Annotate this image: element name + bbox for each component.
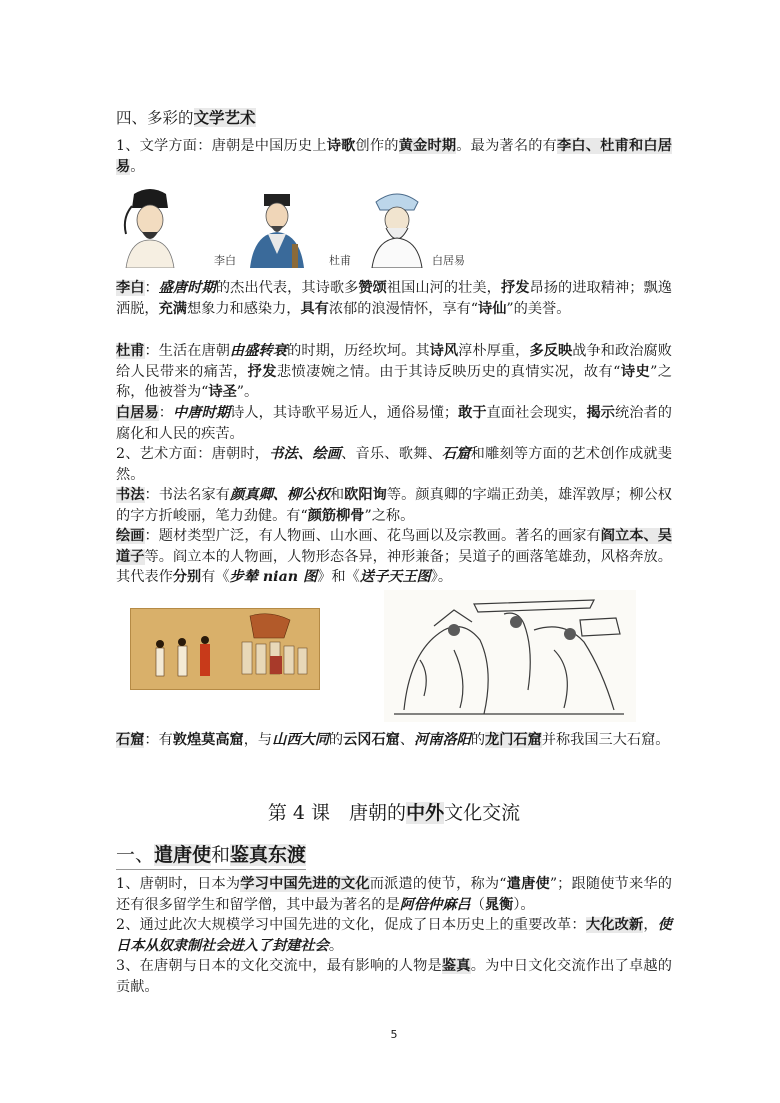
text: 诗圣 xyxy=(208,384,237,400)
text: 和 xyxy=(211,844,231,866)
libai-portrait-image xyxy=(120,188,180,268)
text: 云冈石窟 xyxy=(343,732,400,748)
text: ：题材类型广泛，有人物画、山水画、花鸟画以及宗教画。著名的画家有 xyxy=(144,528,601,544)
caption-baijuyi: 白居易 xyxy=(432,254,465,267)
text: 遣唐使 xyxy=(506,876,550,892)
literature-paragraph xyxy=(116,136,672,177)
text: 山西大同 xyxy=(272,732,329,748)
subsection-title xyxy=(116,840,306,870)
text: 晁衡 xyxy=(484,896,514,913)
dufu-paragraph xyxy=(116,341,672,403)
text: 等。颜真卿的字端正劲美，雄浑敦厚；柳公权的字方折峻丽，笔力劲健。有“ xyxy=(116,487,672,524)
text: 和 xyxy=(329,487,345,503)
libai-paragraph xyxy=(116,278,672,319)
text: 。 xyxy=(130,158,145,175)
text: 使日本从奴隶制社会进入了封建社会 xyxy=(116,917,672,954)
text: ”之称。 xyxy=(364,507,415,524)
bunian-painting-image xyxy=(130,608,320,690)
text: ）。 xyxy=(513,896,535,913)
text: 诗史 xyxy=(620,363,651,380)
text: （ xyxy=(470,896,485,913)
section-title-prefix: 四、多彩的 xyxy=(116,109,194,127)
text: 步辇 nian 图 xyxy=(229,569,318,585)
text: 的杰出代表，其诗歌多 xyxy=(215,280,359,296)
text: 送子天王图 xyxy=(359,569,431,585)
caption-dufu: 杜甫 xyxy=(329,254,351,267)
text: 赞颂 xyxy=(358,280,387,296)
term-label: 杜甫 xyxy=(116,343,145,359)
term-label: 书法 xyxy=(116,487,145,503)
text: 的 xyxy=(470,732,486,748)
text: 。 xyxy=(328,937,344,954)
calligraphy-paragraph xyxy=(116,485,672,526)
text: 抒发 xyxy=(247,363,277,380)
text: 河南洛阳 xyxy=(414,732,471,748)
text: 石窟 xyxy=(441,446,471,462)
text: 直面社会现实， xyxy=(486,405,587,421)
text: 鉴真东渡 xyxy=(230,844,307,866)
caption-libai: 李白 xyxy=(214,254,236,267)
text: 揭示 xyxy=(586,405,615,421)
painting-paragraph xyxy=(116,526,672,588)
text: 一、 xyxy=(116,844,155,866)
grottoes-paragraph xyxy=(116,730,672,751)
text: 具有 xyxy=(300,300,329,317)
text: 》和《 xyxy=(317,569,360,585)
text: 文化交流 xyxy=(444,802,521,824)
text: 李白、杜甫和白居易 xyxy=(116,138,672,175)
text: 敢于 xyxy=(458,405,487,421)
text: 阎立本、吴道子 xyxy=(116,528,672,565)
text: 有《 xyxy=(201,569,230,585)
text: 书法、绘画 xyxy=(269,446,342,462)
text: ”之称，他被誉为“ xyxy=(116,363,672,400)
text: 诗歌 xyxy=(326,138,356,154)
text: 多反映 xyxy=(529,343,573,359)
text: 2、通过此次大规模学习中国先进的文化，促成了日本历史上的重要改革： xyxy=(116,917,586,933)
text: 遣唐使 xyxy=(154,844,212,866)
text: 中唐时期 xyxy=(173,405,231,421)
text: 的 xyxy=(328,732,344,748)
section-title xyxy=(116,106,256,128)
text: 学习中国先进的文化 xyxy=(240,876,370,892)
envoys-paragraph xyxy=(116,874,672,915)
text: 黄金时期 xyxy=(398,138,457,154)
text: ，与 xyxy=(243,732,273,748)
text: 由盛转衰 xyxy=(230,343,288,359)
page-number: 5 xyxy=(390,1028,398,1041)
text: 1、文学方面：唐朝是中国历史上 xyxy=(116,138,327,154)
text: 、 xyxy=(399,732,415,748)
dufu-portrait-image xyxy=(246,188,308,268)
baijuyi-portrait-image xyxy=(366,188,428,268)
text: 诗仙 xyxy=(478,300,507,317)
text: 3、在唐朝与日本的文化交流中，最有影响的人物是 xyxy=(116,958,442,974)
text: 。为中日文化交流作出了卓越的贡献。 xyxy=(116,958,672,995)
text: 分别 xyxy=(172,569,202,585)
text: ： xyxy=(144,280,159,296)
text: 盛唐时期 xyxy=(158,280,216,296)
text: 等。阎立本的人物画，人物形态各异，神形兼备；吴道子的画落笔雄劲，风格奔放。其代表作 xyxy=(116,548,672,585)
text: ：有 xyxy=(144,732,173,748)
text: 中外 xyxy=(406,802,445,824)
text: 并称我国三大石窟。 xyxy=(541,732,670,748)
text: 的时期，历经坎坷。其 xyxy=(287,343,430,359)
text: 第 4 课 唐朝的 xyxy=(267,802,407,824)
text: 统治者的腐化和人民的疾苦。 xyxy=(116,405,672,442)
text: 敦煌莫高窟 xyxy=(172,732,244,748)
text: ：书法名家有 xyxy=(144,487,231,503)
term-label: 绘画 xyxy=(116,528,145,544)
text: ：生活在唐朝 xyxy=(144,343,231,359)
text: 鉴真 xyxy=(441,958,471,974)
text: 》。 xyxy=(430,569,453,585)
text: 浓郁的浪漫情怀，享有“ xyxy=(328,300,479,317)
text: 诗风 xyxy=(429,343,459,359)
term-label: 石窟 xyxy=(116,732,145,748)
jianzhen-paragraph xyxy=(116,956,672,997)
text: 想象力和感染力， xyxy=(186,300,301,317)
text: 2、艺术方面：唐朝时， xyxy=(116,446,270,462)
text: 颜真卿、柳公权 xyxy=(230,487,330,503)
text: 抒发 xyxy=(500,280,530,296)
baijuyi-paragraph xyxy=(116,403,672,444)
text: 充满 xyxy=(158,300,187,317)
text: 阿倍仲麻吕 xyxy=(399,896,471,913)
text: 而派遣的使节，称为“ xyxy=(369,876,507,892)
text: 诗人，其诗歌平易近人，通俗易懂； xyxy=(230,405,459,421)
text: 昂扬的进取精神；飘逸洒脱， xyxy=(116,280,672,317)
lesson-title xyxy=(116,798,672,825)
term-label: 李白 xyxy=(116,280,145,296)
text: 创作的 xyxy=(355,138,399,154)
taika-reform-paragraph xyxy=(116,915,672,956)
text: ”的美誉。 xyxy=(506,300,571,317)
term-label: 白居易 xyxy=(116,405,159,421)
text: 、音乐、歌舞、 xyxy=(341,446,442,462)
text: 欧阳询 xyxy=(344,487,387,503)
text: 战争和政治腐败给人民带来的痛苦， xyxy=(116,343,672,380)
text: 悲愤凄婉之情。由于其诗反映历史的真情实况，故有“ xyxy=(276,363,621,380)
text: 和雕刻等方面的艺术创作成就斐然。 xyxy=(116,446,672,483)
text: ”。 xyxy=(236,384,259,400)
songzi-tianwang-painting-image xyxy=(384,590,636,722)
text: 颜筋柳骨 xyxy=(307,507,365,524)
text: 祖国山河的壮美， xyxy=(386,280,501,296)
text: 大化改新 xyxy=(585,917,644,933)
text: 淳朴厚重， xyxy=(458,343,530,359)
text: 1、唐朝时，日本为 xyxy=(116,876,241,892)
text: 。最为著名的有 xyxy=(456,138,558,154)
text: 龙门石窟 xyxy=(485,732,542,748)
text: ， xyxy=(643,917,658,933)
section-title-bold: 文学艺术 xyxy=(193,108,256,127)
text: ： xyxy=(158,405,174,421)
art-paragraph xyxy=(116,444,672,485)
text: ”；跟随使节来华的还有很多留学生和留学僧，其中最为著名的是 xyxy=(116,876,672,913)
